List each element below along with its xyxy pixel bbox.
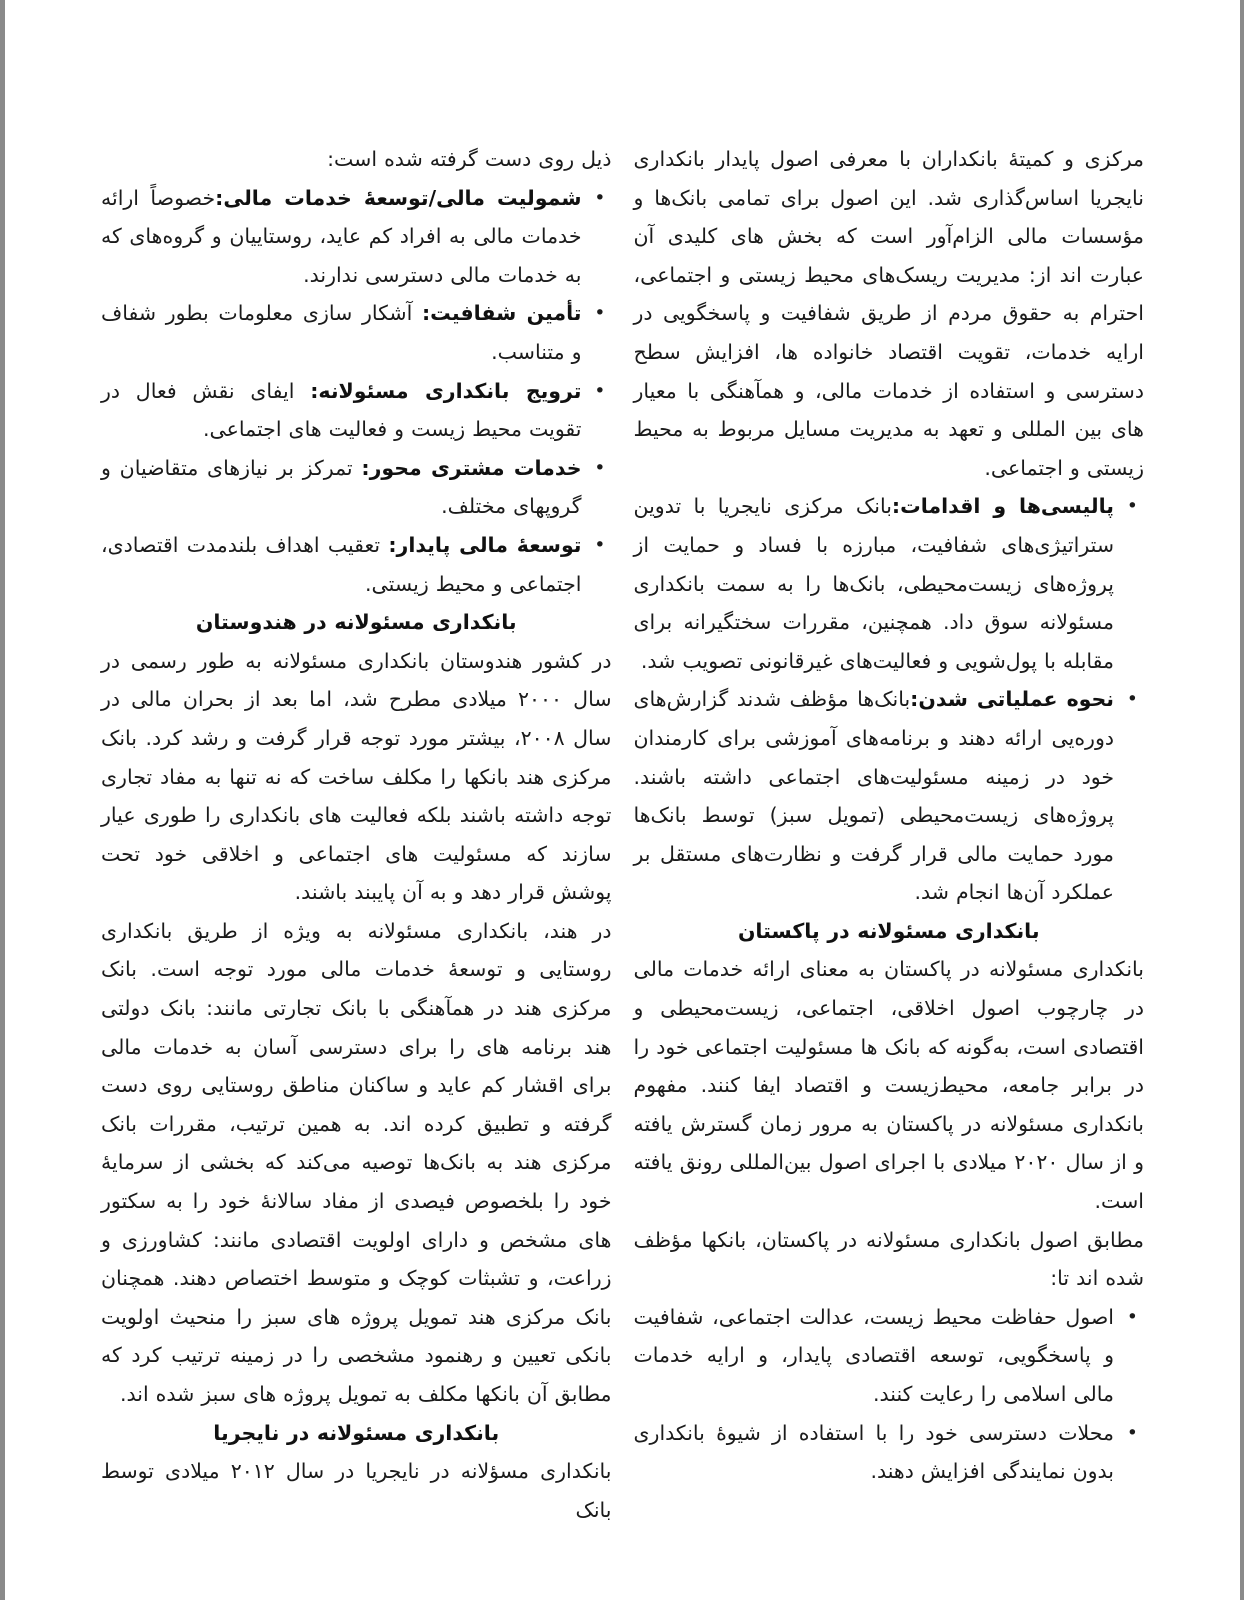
bullet-text: خصوصاً ارائه خدمات مالی به افراد کم عاید، روستاییان و گروه‌های که به خدمات مالی دسترسی ندارند. [101,185,582,287]
bullet-label: پالیسی‌ها و اقدامات: [891,494,1114,519]
heading-responsible-banking-pakistan: بانکداری مسئولانه در پاکستان [737,918,1040,943]
list-item [101,526,612,603]
list-item [101,179,612,295]
bullet-label: شمولیت مالی/توسعهٔ خدمات مالی: [215,185,582,210]
list-item [101,294,612,371]
bullet-text: ایفای نقش فعال در تقویت محیط زیست و فعالیت های اجتماعی. [101,378,582,442]
two-column-body [101,140,1144,1522]
heading-responsible-banking-nigeria: بانکداری مسئولانه در نایجریا [213,1420,500,1445]
paragraph-india-1: در کشور هندوستان بانکداری مسئولانه به طور رسمی در سال ۲۰۰۰ میلادی مطرح شد، اما بعد از بحران مالی در سال ۲۰۰۸، بیشتر مورد توجه قرار گرفت و رشد کرد. بانک مرکزی هند بانکها را مکلف ساخت که نه تنها به مفاد تجاری توجه داشته باشند بلکه فعالیت های بانکداری را طوری عیار سازند که مسئولیت های اجتماعی و اخلاقی خود تحت پوشش قرار دهد و به آن پایبند باشند. [101,648,612,905]
paragraph-india-2: در هند، بانکداری مسئولانه به ویژه از طریق بانکداری روستایی و توسعهٔ خدمات مالی مورد توجه است. بانک مرکزی هند در همآهنگی با بانک تجارتی مانند: بانک دولتی هند برنامه های را برای دسترسی آسان به خدمات مالی برای اقشار کم عاید و ساکنان مناطق روستایی روی دست گرفته و تطبیق کرده اند. به همین ترتیب، مقررات بانک مرکزی هند به بانک‌ها توصیه می‌کند که بخشی از سرمایهٔ خود را بلخصوص فیصدی از مفاد سالانهٔ خود را به سکتور های مشخص و دارای اولویت اقتصادی مانند: کشاورزی و زراعت، و تشبثات کوچک و متوسط اختصاص دهند. همچنان بانک مرکزی هند تمویل پروژه های سبز را منحیث اولویت بانکی تعیین و رهنمود مشخصی را در زمینه ترتیب کرد که مطابق آن بانکها مکلف به تمویل پروژه های سبز شده اند. [101,918,612,1406]
bullet-list-principles [101,179,612,604]
bullet-label: تأمین شفافیت: [421,301,582,326]
bullet-label: خدمات مشتری محور: [361,455,582,480]
list-item [634,680,1145,912]
bullet-text: تمرکز بر نیازهای متقاضیان و گروپهای مختلف. [101,455,582,519]
heading-responsible-banking-india: بانکداری مسئولانه در هندوستان [195,610,517,635]
list-item [634,1414,1145,1491]
list-item [634,487,1145,680]
bullet-list-nigeria [634,487,1145,912]
bullet-text: اصول حفاظت محیط زیست، عدالت اجتماعی، شفافیت و پاسخگویی، توسعه اقتصادی پایدار، و ارایه خدمات مالی اسلامی را رعایت کنند. [633,1304,1114,1406]
bullet-text: محلات دسترسی خود را با استفاده از شیوهٔ بانکداری بدون نمایندگی افزایش دهند. [633,1420,1114,1484]
paragraph-nigeria-tail: بانکداری مسؤلانه در نایجریا در سال ۲۰۱۲ میلادی توسط بانک [101,1459,612,1522]
bullet-label: نحوه عملیاتی شدن: [910,687,1114,712]
paragraph-pakistan-1: بانکداری مسئولانه در پاکستان به معنای ارائه خدمات مالی در چارچوب اصول اخلاقی، اجتماعی، زیست‌محیطی و اقتصادی است، به‌گونه که بانک ها مسئولیت اجتماعی خود را در برابر جامعه، محیط‌زیست و اقتصاد ایفا کنند. مفهوم بانکداری مسئولانه در پاکستان به مرور زمان گسترش یافته و از سال ۲۰۲۰ میلادی با اجرای اصول بین‌المللی رونق یافته است. [633,957,1144,1214]
bullet-label: ترویج بانکداری مسئولانه: [310,378,582,403]
bullet-text: بانک مرکزی نایجریا با تدوین ستراتیژی‌های شفافیت، مبارزه با فساد و حمایت از پروژه‌های زیست‌محیطی، بانک‌ها را به سمت بانکداری مسئولانه سوق داد. همچنین، مقررات سختگیرانه برای مقابله با پول‌شویی و فعالیت‌های غیرقانونی تصویب شد. [633,494,1114,673]
list-item [101,449,612,526]
bullet-text: بانک‌ها مؤظف شدند گزارش‌های دوره‌یی ارائه دهند و برنامه‌های آموزشی برای کارمندان خود در زمینه مسئولیت‌های اجتماعی داشته باشند. پروژه‌های زیست‌محیطی (تمویل سبز) توسط بانک‌ها مورد حمایت مالی قرار گرفت و نظارت‌های مستقل بر عملکرد آن‌ها انجام شد. [633,687,1114,905]
column-left [633,140,1145,1484]
list-item [101,372,612,449]
column-right [101,140,612,1522]
paragraph-pakistan-2: مطابق اصول بانکداری مسئولانه در پاکستان، بانکها مؤظف شده اند تا: [633,1227,1144,1291]
bullet-text: آشکار سازی معلومات بطور شفاف و متناسب. [101,301,582,364]
paragraph-nigeria-continued: مرکزی و کمیتهٔ بانکداران با معرفی اصول پایدار بانکداری نایجریا اساس‌گذاری شد. این اصول برای تمامی بانک‌ها و مؤسسات مالی الزام‌آور است که بخش های کلیدی آن عبارت اند از: مدیریت ریسک‌های محیط زیستی و اجتماعی، احترام به حقوق مردم از طریق شفافیت و پاسخگویی در ارایه خدمات، تقویت اقتصاد خانواده ها، افزایش سطح دسترسی و استفاده از خدمات مالی، و همآهنگی با معیار های بین المللی و تعهد به مدیریت مسایل مربوط به محیط زیستی و اجتماعی. [633,147,1144,480]
bullet-label: توسعهٔ مالی پایدار: [388,532,582,557]
bullet-list-pakistan [634,1298,1145,1491]
paragraph-intro-tail: ذیل روی دست گرفته شده است: [327,147,612,171]
bullet-text: تعقیب اهداف بلندمدت اقتصادی، اجتماعی و محیط زیستی. [101,532,582,596]
list-item [634,1298,1145,1414]
